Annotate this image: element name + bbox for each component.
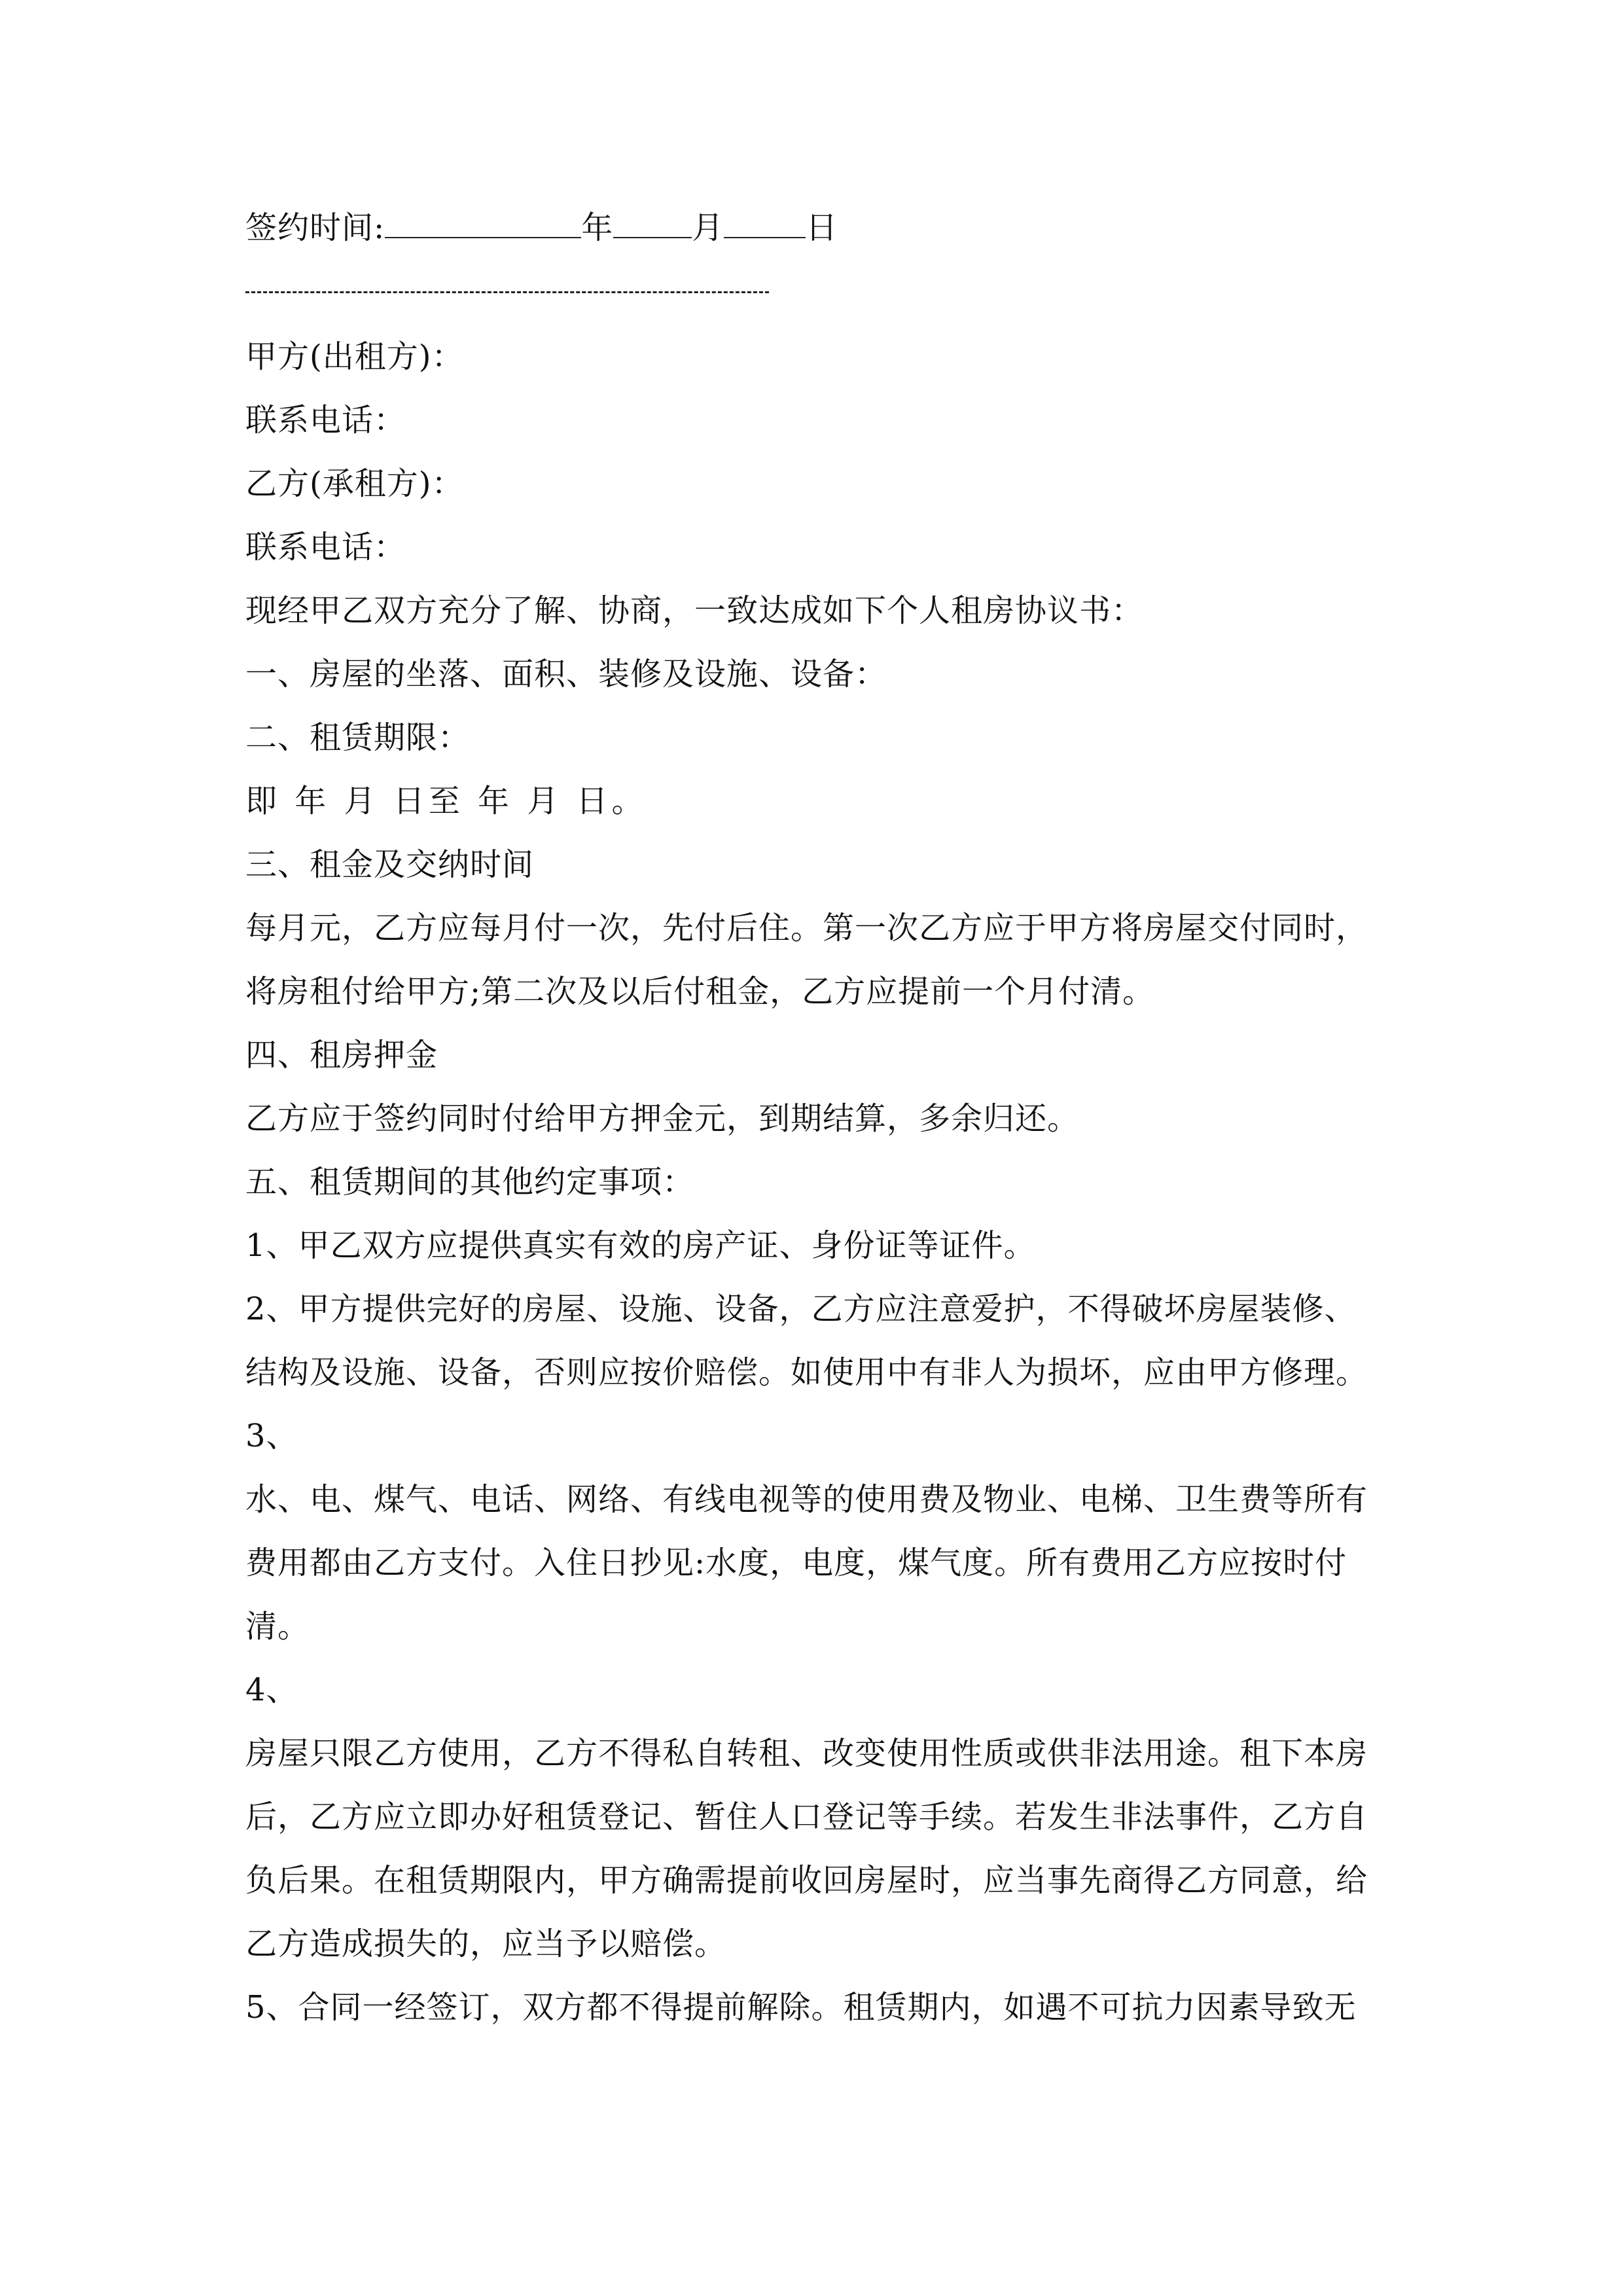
section-heading-2: 二、租赁期限： [245, 719, 471, 756]
clause-3-line-3: 清。 [245, 1608, 310, 1645]
party-b-line: 乙方(承租方)： [245, 465, 464, 502]
section-heading-5: 五、租赁期间的其他约定事项： [245, 1164, 695, 1200]
agreement-intro-line: 现经甲乙双方充分了解、协商，一致达成如下个人租房协议书： [245, 592, 1144, 629]
clause-5-line-1: 5、合同一经签订，双方都不得提前解除。租赁期内，如遇不可抗力因素导致无 [245, 1989, 1357, 2026]
clause-4-line-3: 负后果。在租赁期限内，甲方确需提前收回房屋时，应当事先商得乙方同意，给 [245, 1862, 1368, 1899]
clause-3-line-1: 水、电、煤气、电话、网络、有线电视等的使用费及物业、电梯、卫生费等所有 [245, 1481, 1368, 1518]
signing-day-label: 日 [806, 209, 838, 246]
clause-4-line-2: 后，乙方应立即办好租赁登记、暂住人口登记等手续。若发生非法事件，乙方自 [245, 1799, 1368, 1835]
signing-month-label: 月 [692, 209, 724, 246]
signing-time-line [245, 208, 838, 247]
clause-3-line-2: 费用都由乙方支付。入住日抄见:水度，电度，煤气度。所有费用乙方应按时付 [245, 1545, 1347, 1581]
section-heading-1: 一、房屋的坐落、面积、装修及设施、设备： [245, 656, 887, 692]
signing-month-blank [613, 211, 692, 238]
section-heading-3: 三、租金及交纳时间 [245, 846, 535, 883]
clause-4-line-4: 乙方造成损失的，应当予以赔偿。 [245, 1926, 727, 1962]
deposit-paragraph-line: 乙方应于签约同时付给甲方押金元，到期结算，多余归还。 [245, 1100, 1080, 1137]
rent-paragraph-line-1: 每月元，乙方应每月付一次，先付后住。第一次乙方应于甲方将房屋交付同时， [245, 910, 1368, 946]
clause-1-line: 1、甲乙双方应提供真实有效的房产证、身份证等证件。 [245, 1227, 1036, 1264]
lease-period-line: 即 年 月 日至 年 月 日。 [245, 783, 647, 819]
signing-year-label: 年 [581, 209, 614, 246]
clause-2-line-1: 2、甲方提供完好的房屋、设施、设备，乙方应注意爱护，不得破坏房屋装修、 [245, 1291, 1357, 1327]
clause-4-line-1: 房屋只限乙方使用，乙方不得私自转租、改变使用性质或供非法用途。租下本房 [245, 1735, 1368, 1772]
party-b-phone-line: 联系电话： [245, 529, 406, 565]
clause-2-line-2: 结构及设施、设备，否则应按价赔偿。如使用中有非人为损坏，应由甲方修理。 [245, 1354, 1368, 1391]
section-heading-4: 四、租房押金 [245, 1037, 438, 1073]
clause-3-number: 3、 [245, 1418, 298, 1454]
signing-day-blank [724, 211, 806, 238]
separator-rule [245, 291, 769, 293]
party-a-line: 甲方(出租方)： [245, 338, 464, 375]
signing-time-label: 签约时间: [245, 209, 385, 246]
signing-year-blank [385, 211, 581, 238]
rent-paragraph-line-2: 将房租付给甲方;第二次及以后付租金，乙方应提前一个月付清。 [245, 973, 1155, 1010]
clause-4-number: 4、 [245, 1672, 298, 1708]
party-a-phone-line: 联系电话： [245, 402, 406, 439]
